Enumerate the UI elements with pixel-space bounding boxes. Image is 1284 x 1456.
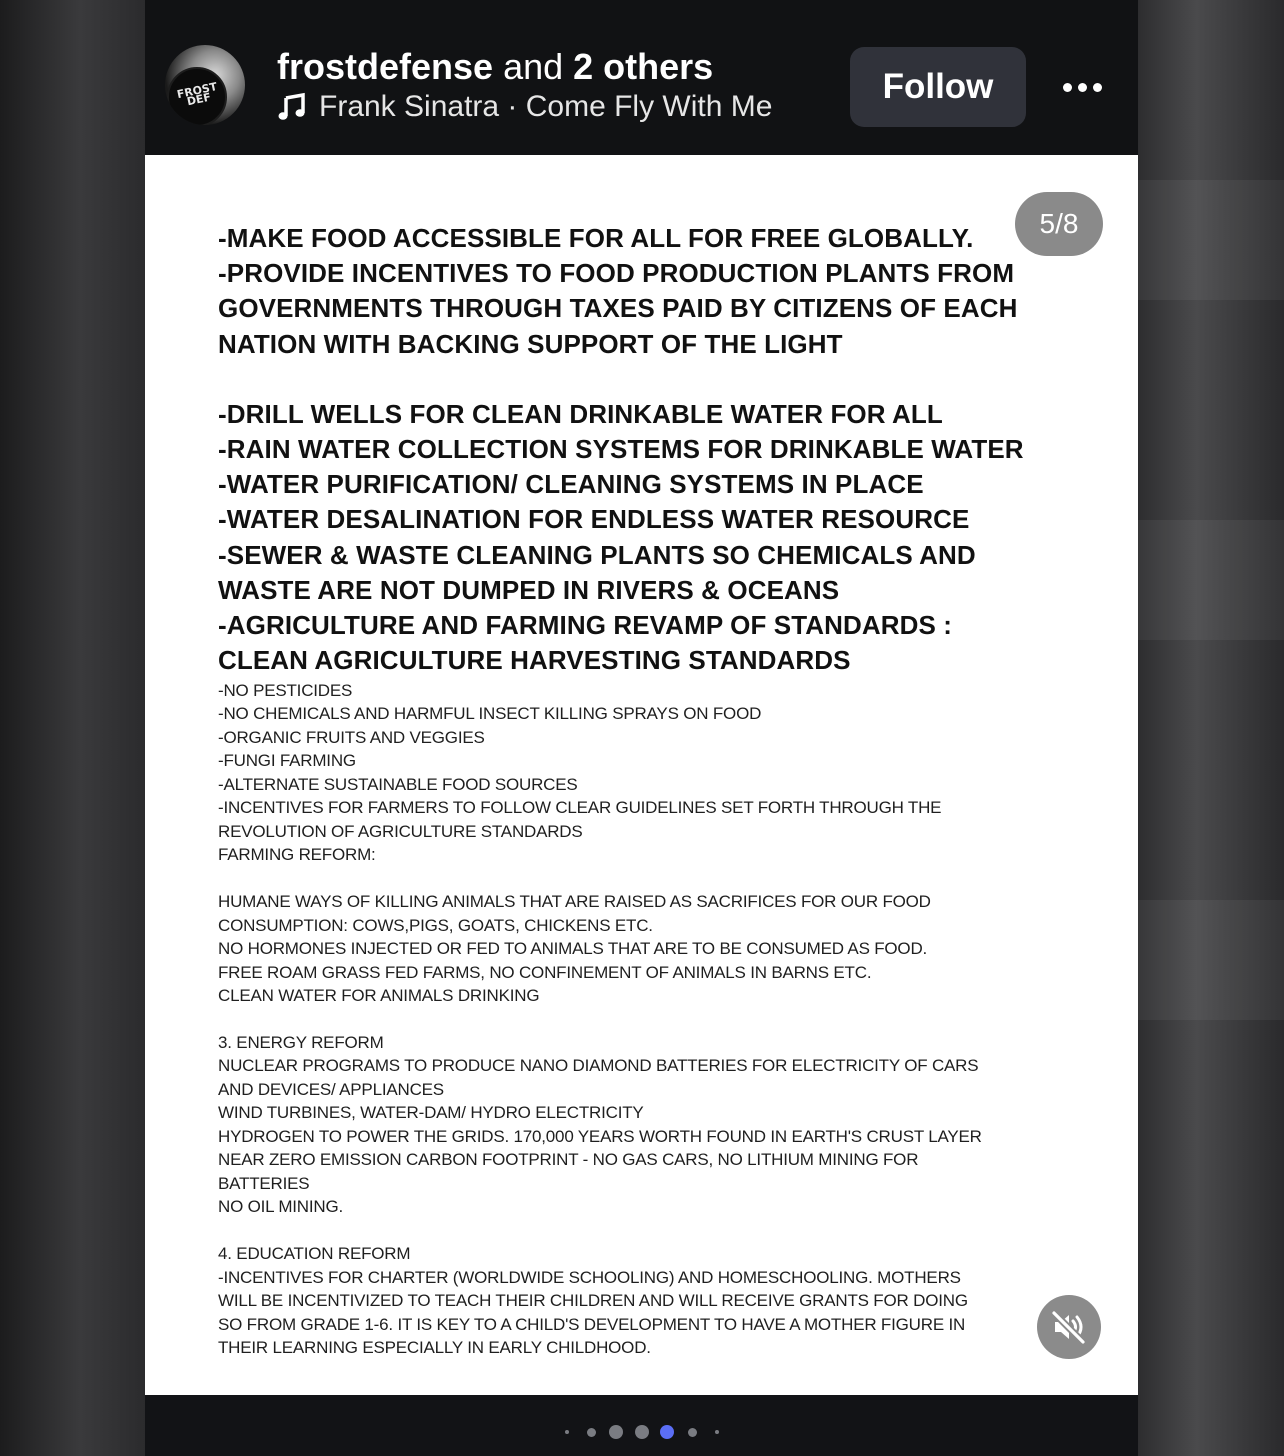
music-line[interactable] bbox=[277, 90, 772, 124]
slide-body-line: WIND TURBINES, WATER-DAM/ HYDRO ELECTRICITY bbox=[218, 1103, 644, 1122]
slide-heading-line: -MAKE FOOD ACCESSIBLE FOR ALL FOR FREE GLOBALLY. bbox=[218, 223, 974, 253]
slide-body-line: THEIR LEARNING ESPECIALLY IN EARLY CHILDHOOD. bbox=[218, 1338, 651, 1357]
pagination-dot[interactable] bbox=[688, 1428, 697, 1437]
author-others[interactable]: 2 others bbox=[573, 46, 714, 87]
slide-body-line: FARMING REFORM: bbox=[218, 845, 376, 864]
slide-body-line: -NO CHEMICALS AND HARMFUL INSECT KILLING SPRAYS ON FOOD bbox=[218, 704, 762, 723]
slide-body-line: 4. EDUCATION REFORM bbox=[218, 1244, 411, 1263]
slide-body-line: NEAR ZERO EMISSION CARBON FOOTPRINT - NO GAS CARS, NO LITHIUM MINING FOR bbox=[218, 1150, 919, 1169]
slide-body-line: CONSUMPTION: COWS,PIGS, GOATS, CHICKENS ETC. bbox=[218, 916, 653, 935]
background-stripe bbox=[1138, 520, 1284, 640]
slide-body-line: AND DEVICES/ APPLIANCES bbox=[218, 1080, 444, 1099]
author-line[interactable] bbox=[277, 46, 713, 88]
slide-body-line: -FUNGI FARMING bbox=[218, 751, 356, 770]
author-connector: and bbox=[493, 46, 574, 87]
more-dot bbox=[1063, 83, 1072, 92]
author-name[interactable]: frostdefense bbox=[277, 46, 494, 87]
avatar[interactable] bbox=[165, 45, 245, 125]
speaker-muted-icon bbox=[1050, 1308, 1088, 1346]
slide-heading-line: NATION WITH BACKING SUPPORT OF THE LIGHT bbox=[218, 329, 843, 359]
pagination-dot[interactable] bbox=[609, 1425, 623, 1439]
music-note-icon bbox=[277, 92, 307, 122]
slide-heading-line: -RAIN WATER COLLECTION SYSTEMS FOR DRINKABLE WATER bbox=[218, 434, 1024, 464]
slide-heading-line: CLEAN AGRICULTURE HARVESTING STANDARDS bbox=[218, 645, 851, 675]
slide-body-line: FREE ROAM GRASS FED FARMS, NO CONFINEMENT OF ANIMALS IN BARNS ETC. bbox=[218, 963, 872, 982]
pagination-dot-active[interactable] bbox=[660, 1425, 674, 1439]
slide-heading-line: -SEWER & WASTE CLEANING PLANTS SO CHEMICALS AND bbox=[218, 540, 976, 570]
pagination-dot[interactable] bbox=[565, 1430, 569, 1434]
slide-body-line: WILL BE INCENTIVIZED TO TEACH THEIR CHILDREN AND WILL RECEIVE GRANTS FOR DOING bbox=[218, 1291, 968, 1310]
avatar-logo-text: FROST DEF bbox=[175, 80, 219, 109]
more-dot bbox=[1093, 83, 1102, 92]
slide-body-line: -INCENTIVES FOR CHARTER (WORLDWIDE SCHOOLING) AND HOMESCHOOLING. MOTHERS bbox=[218, 1268, 961, 1287]
background-left bbox=[0, 0, 145, 1456]
slide-heading-line: -DRILL WELLS FOR CLEAN DRINKABLE WATER FOR ALL bbox=[218, 399, 943, 429]
slide-body-line: NUCLEAR PROGRAMS TO PRODUCE NANO DIAMOND BATTERIES FOR ELECTRICITY OF CARS bbox=[218, 1056, 979, 1075]
pagination-dot[interactable] bbox=[587, 1428, 596, 1437]
music-title: Frank Sinatra · Come Fly With Me bbox=[319, 90, 773, 123]
slide-heading-line: -WATER PURIFICATION/ CLEANING SYSTEMS IN PLACE bbox=[218, 469, 924, 499]
slide-body-line: 3. ENERGY REFORM bbox=[218, 1033, 384, 1052]
follow-button[interactable]: Follow bbox=[850, 47, 1026, 127]
slide-body-line: -ORGANIC FRUITS AND VEGGIES bbox=[218, 728, 485, 747]
slide-counter-badge: 5/8 bbox=[1015, 192, 1103, 256]
background-stripe bbox=[1138, 900, 1284, 1020]
slide-body-line: -NO PESTICIDES bbox=[218, 681, 353, 700]
post-viewer bbox=[145, 0, 1138, 1456]
slide-body-line: -ALTERNATE SUSTAINABLE FOOD SOURCES bbox=[218, 775, 578, 794]
carousel-pagination[interactable] bbox=[145, 1395, 1138, 1456]
slide-body-line: CLEAN WATER FOR ANIMALS DRINKING bbox=[218, 986, 540, 1005]
background-stripe bbox=[1138, 180, 1284, 300]
pagination-dot[interactable] bbox=[715, 1430, 719, 1434]
slide-heading-line: -WATER DESALINATION FOR ENDLESS WATER RESOURCE bbox=[218, 504, 970, 534]
slide-body-line: REVOLUTION OF AGRICULTURE STANDARDS bbox=[218, 822, 583, 841]
slide-body-line: HYDROGEN TO POWER THE GRIDS. 170,000 YEARS WORTH FOUND IN EARTH'S CRUST LAYER bbox=[218, 1127, 982, 1146]
pagination-dot[interactable] bbox=[635, 1425, 649, 1439]
slide-body-line: -INCENTIVES FOR FARMERS TO FOLLOW CLEAR GUIDELINES SET FORTH THROUGH THE bbox=[218, 798, 942, 817]
slide-body-line: HUMANE WAYS OF KILLING ANIMALS THAT ARE RAISED AS SACRIFICES FOR OUR FOOD bbox=[218, 892, 931, 911]
slide-body-line: BATTERIES bbox=[218, 1174, 310, 1193]
avatar-badge bbox=[167, 67, 227, 125]
mute-toggle-button[interactable] bbox=[1037, 1295, 1101, 1359]
slide-heading-line: WASTE ARE NOT DUMPED IN RIVERS & OCEANS bbox=[218, 575, 840, 605]
more-dot bbox=[1078, 83, 1087, 92]
slide-body-line: SO FROM GRADE 1-6. IT IS KEY TO A CHILD'S DEVELOPMENT TO HAVE A MOTHER FIGURE IN bbox=[218, 1315, 966, 1334]
more-options-icon[interactable] bbox=[1055, 60, 1109, 114]
slide-body-line: NO HORMONES INJECTED OR FED TO ANIMALS THAT ARE TO BE CONSUMED AS FOOD. bbox=[218, 939, 928, 958]
slide-body-line: NO OIL MINING. bbox=[218, 1197, 344, 1216]
slide-heading-line: -PROVIDE INCENTIVES TO FOOD PRODUCTION PLANTS FROM bbox=[218, 258, 1015, 288]
slide-heading-line: -AGRICULTURE AND FARMING REVAMP OF STANDARDS : bbox=[218, 610, 953, 640]
slide-heading-line: GOVERNMENTS THROUGH TAXES PAID BY CITIZENS OF EACH bbox=[218, 293, 1018, 323]
carousel-slide[interactable] bbox=[145, 155, 1138, 1395]
post-header bbox=[145, 0, 1138, 155]
